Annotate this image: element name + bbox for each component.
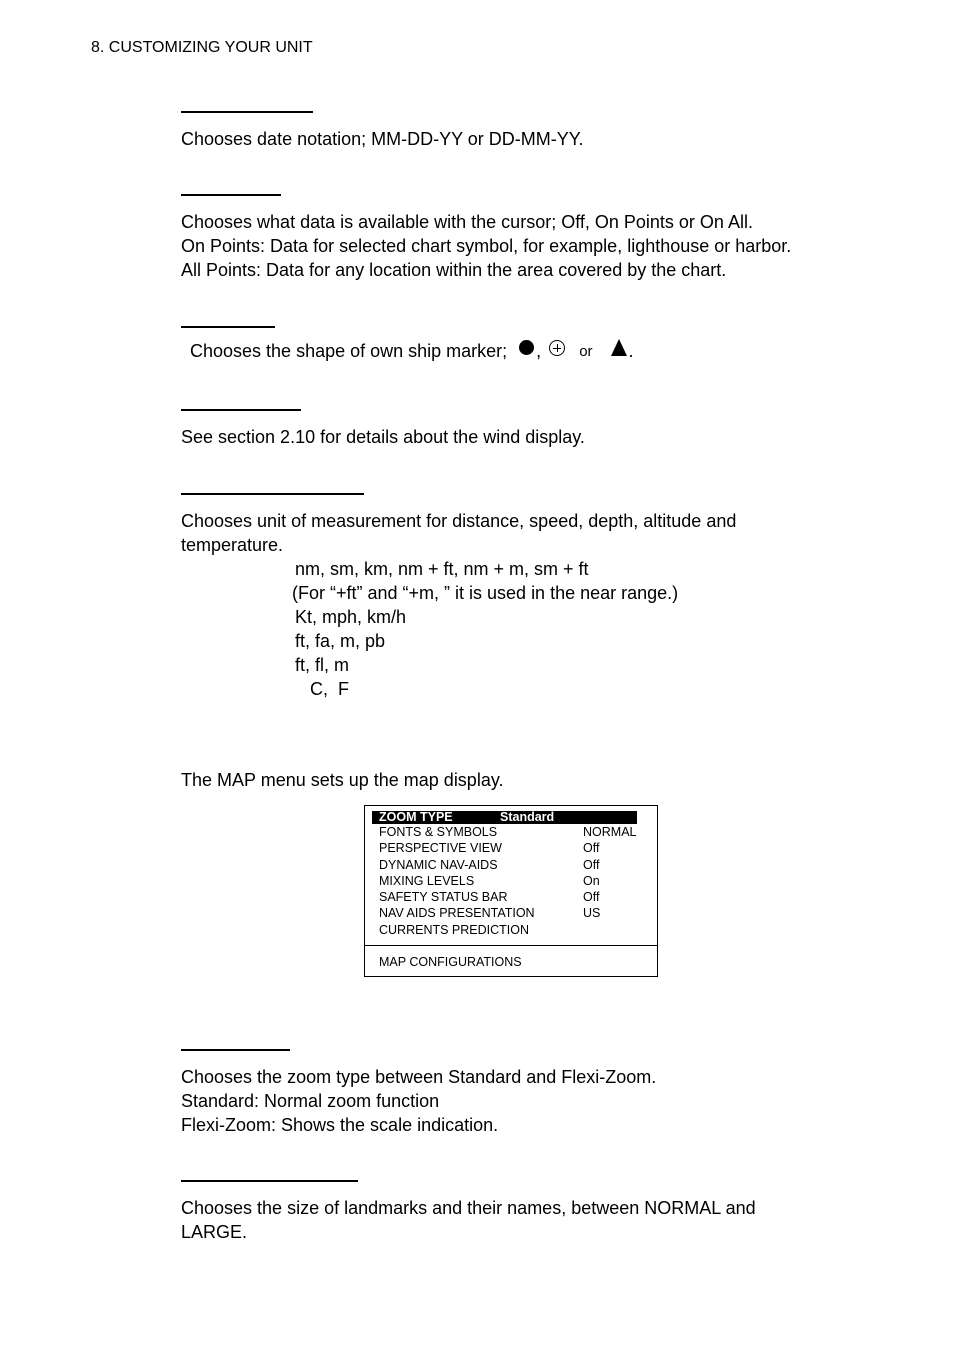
- cursor-data-line: Chooses what data is available with the cursor; Off, On Points or On All.: [181, 212, 753, 232]
- menu-item-mixing-levels[interactable]: MIXING LEVELS: [379, 874, 475, 888]
- date-format-text: Chooses date notation; MM-DD-YY or DD-MM-YY.: [181, 129, 584, 149]
- section-rule-ship-marker: [181, 326, 275, 328]
- menu-item-value: On: [583, 874, 600, 888]
- menu-item-zoom-type[interactable]: [372, 811, 637, 824]
- section-rule-cursor: [181, 194, 281, 196]
- map-menu: [364, 805, 658, 977]
- cursor-data-line: All Points: Data for any location within the area covered by the chart.: [181, 260, 727, 280]
- menu-item-value: US: [583, 906, 601, 920]
- menu-item-value: NORMAL: [583, 825, 637, 839]
- units-altitude: ft, fl, m: [295, 655, 349, 675]
- section-rule-date: [181, 111, 313, 113]
- ship-marker-label: Chooses the shape of own ship marker;: [190, 341, 508, 361]
- section-rule-fonts-symbols: [181, 1180, 358, 1182]
- map-intro-text: The MAP menu sets up the map display.: [181, 770, 504, 790]
- cursor-data-text: [181, 210, 791, 282]
- period: .: [628, 341, 634, 361]
- page-header: 8. CUSTOMIZING YOUR UNIT: [91, 39, 313, 56]
- filled-triangle-icon: [611, 339, 627, 356]
- menu-item-value: Off: [583, 841, 600, 855]
- menu-item-value: Off: [583, 858, 600, 872]
- menu-item-nav-aids-presentation[interactable]: NAV AIDS PRESENTATION: [379, 906, 535, 920]
- wind-text: See section 2.10 for details about the wind display.: [181, 427, 585, 447]
- units-speed: Kt, mph, km/h: [295, 607, 407, 627]
- comma: ,: [536, 341, 542, 361]
- menu-item-label: ZOOM TYPE: [379, 810, 453, 824]
- section-rule-wind: [181, 409, 301, 411]
- menu-item-safety-status-bar[interactable]: SAFETY STATUS BAR: [379, 890, 508, 904]
- menu-item-value: Off: [583, 890, 600, 904]
- menu-item-fonts-symbols[interactable]: FONTS & SYMBOLS: [379, 825, 498, 839]
- units-temperature: C, F: [310, 679, 349, 699]
- units-depth: ft, fa, m, pb: [295, 631, 386, 651]
- units-intro: Chooses unit of measurement for distance, speed, depth, altitude and temperature.: [181, 511, 737, 555]
- menu-item-value: Standard: [500, 810, 555, 824]
- menu-item-perspective-view[interactable]: PERSPECTIVE VIEW: [379, 841, 502, 855]
- zoom-type-text: Chooses the zoom type between Standard and Flexi-Zoom. Standard: Normal zoom function Flexi-Zoom: Shows the scale indication.: [181, 1067, 657, 1135]
- menu-divider: [365, 945, 657, 946]
- units-distance: nm, sm, km, nm + ft, nm + m, sm + ft: [295, 559, 589, 579]
- circled-plus-icon: [549, 340, 565, 356]
- filled-circle-icon: [519, 340, 534, 355]
- menu-item-currents-prediction[interactable]: CURRENTS PREDICTION: [379, 923, 530, 937]
- section-rule-zoom-type: [181, 1049, 290, 1051]
- menu-item-map-configurations[interactable]: MAP CONFIGURATIONS: [379, 955, 522, 969]
- section-rule-units: [181, 493, 364, 495]
- menu-item-dynamic-nav-aids[interactable]: DYNAMIC NAV-AIDS: [379, 858, 498, 872]
- cursor-data-line: On Points: Data for selected chart symbol, for example, lighthouse or harbor.: [181, 236, 792, 256]
- ship-marker-text: [190, 339, 634, 364]
- fonts-symbols-text: Chooses the size of landmarks and their names, between NORMAL and LARGE.: [181, 1198, 756, 1242]
- units-distance-note: (For “+ft” and “+m, ” it is used in the near range.): [292, 583, 679, 603]
- or-text: or: [579, 343, 593, 360]
